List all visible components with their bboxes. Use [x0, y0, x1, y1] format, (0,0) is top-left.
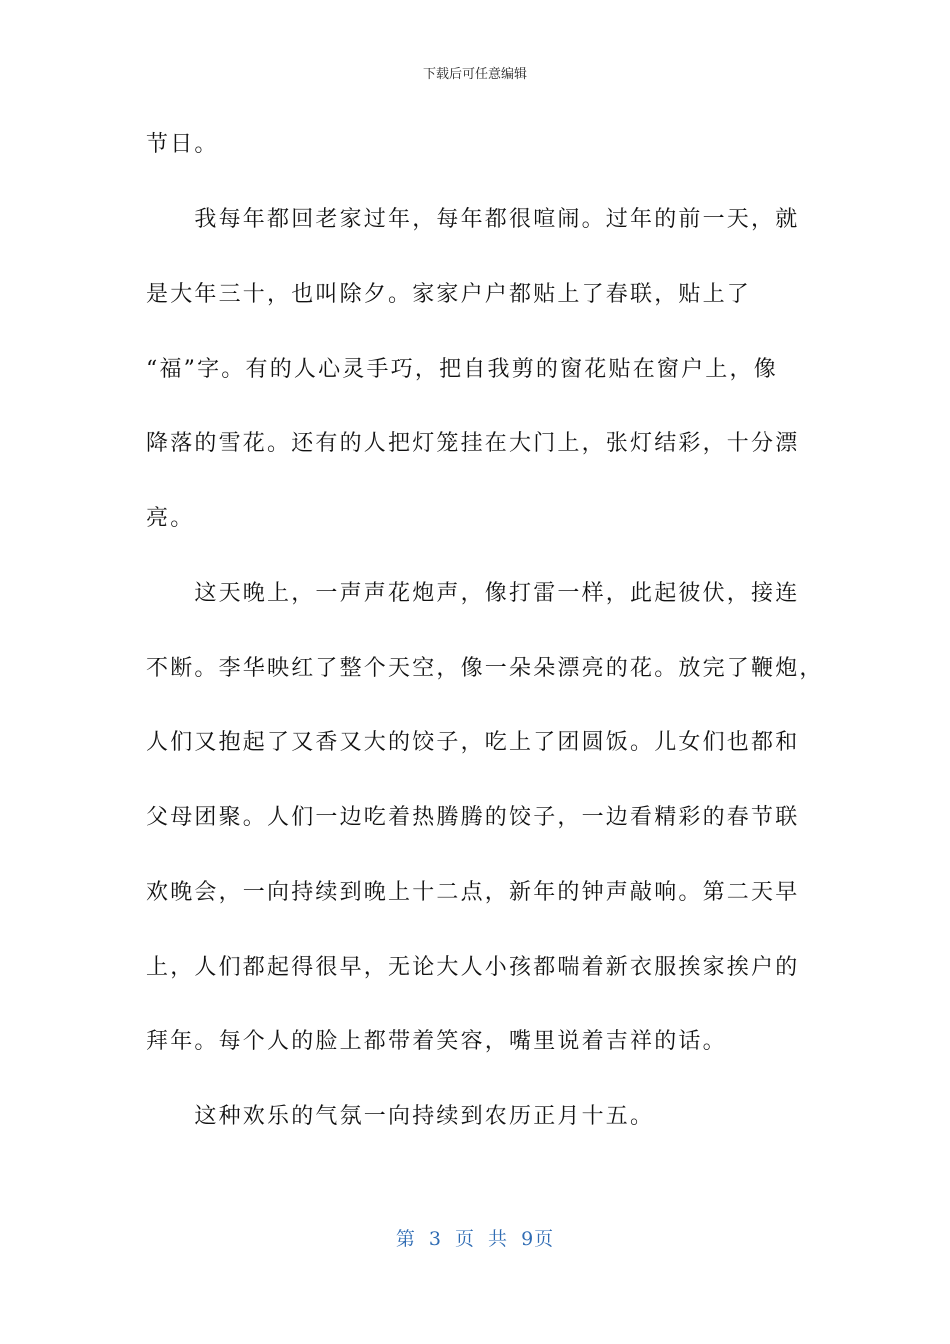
body-line: 亮。	[146, 506, 195, 531]
body-line: 我每年都回老家过年，每年都很喧闹。过年的前一天，就	[146, 207, 800, 232]
body-line: 这天晚上，一声声花炮声，像打雷一样，此起彼伏，接连	[146, 581, 800, 606]
body-line: 拜年。每个人的脸上都带着笑容，嘴里说着吉祥的话。	[146, 1029, 727, 1054]
body-line: “福”字。有的人心灵手巧，把自我剪的窗花贴在窗户上，像	[146, 357, 778, 382]
body-line: 降落的雪花。还有的人把灯笼挂在大门上，张灯结彩，十分漂	[146, 431, 800, 456]
page-number-footer: 第 3 页 共 9页	[395, 1228, 555, 1250]
body-line: 上，人们都起得很早，无论大人小孩都喘着新衣服挨家挨户的	[146, 955, 800, 980]
body-line: 父母团聚。人们一边吃着热腾腾的饺子，一边看精彩的春节联	[146, 805, 800, 830]
page-header-note: 下载后可任意编辑	[422, 67, 527, 82]
body-line: 不断。李华映红了整个天空，像一朵朵漂亮的花。放完了鞭炮，	[146, 656, 824, 681]
body-line: 欢晚会，一向持续到晚上十二点，新年的钟声敲响。第二天早	[146, 880, 800, 905]
body-line: 人们又抱起了又香又大的饺子，吃上了团圆饭。儿女们也都和	[146, 730, 800, 755]
body-line: 是大年三十，也叫除夕。家家户户都贴上了春联，贴上了	[146, 282, 752, 307]
body-line: 节日。	[146, 132, 219, 157]
body-line: 这种欢乐的气氛一向持续到农历正月十五。	[146, 1104, 655, 1129]
